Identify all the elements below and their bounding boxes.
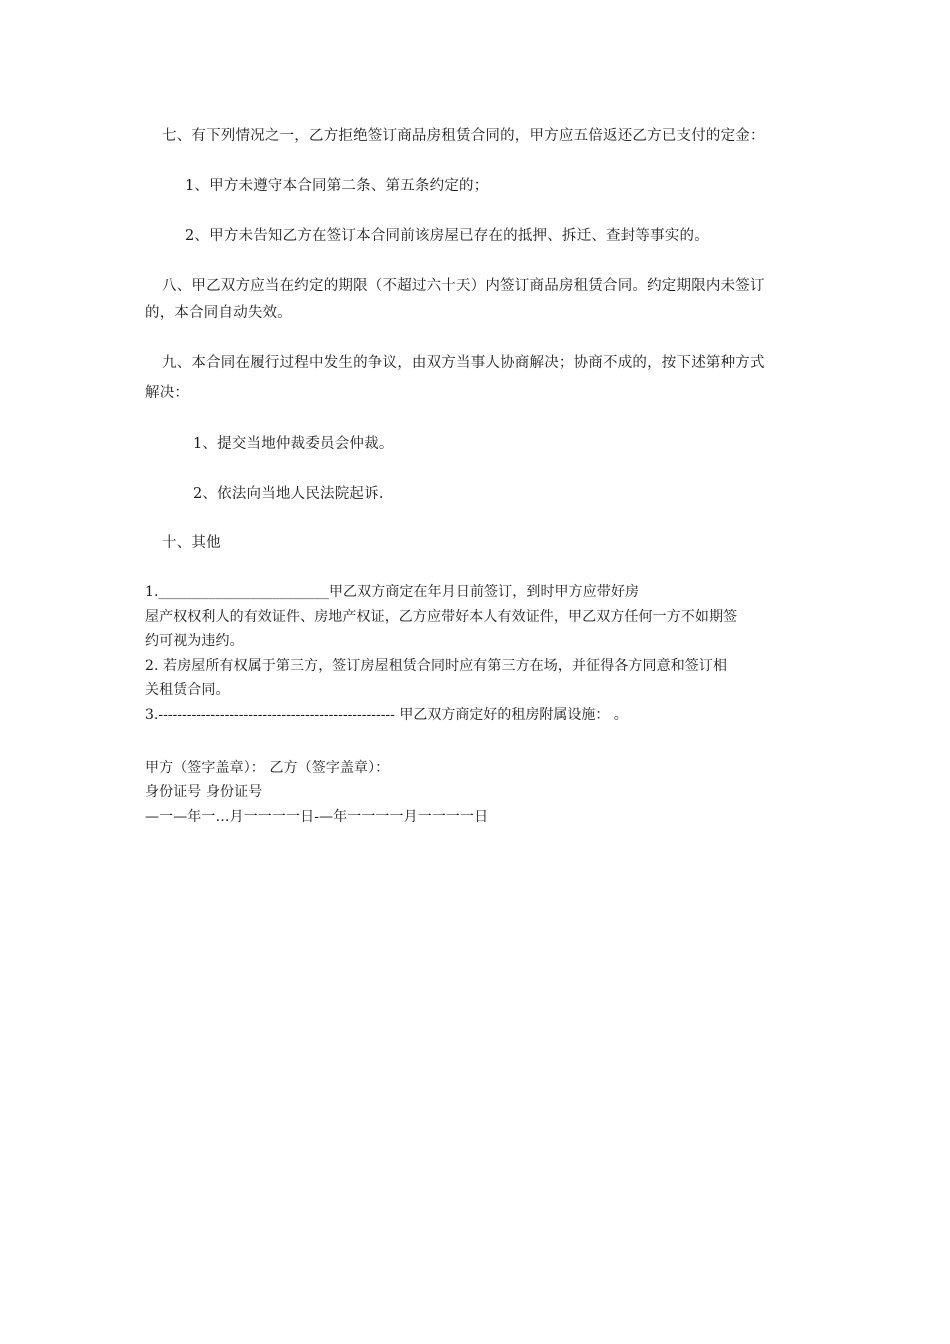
clause-9-line-1: 九、本合同在履行过程中发生的争议，由双方当事人协商解决；协商不成的，按下述第种方式: [162, 355, 765, 371]
clause-7-item-2: 2、甲方未告知乙方在签订本合同前该房屋已存在的抵押、拆迁、查封等事实的。: [185, 228, 709, 244]
clause-10-item-2-line-2: 关租赁合同。: [145, 682, 230, 698]
clause-9-item-1: 1、提交当地仲裁委员会仲裁。: [193, 436, 394, 452]
clause-10-item-1-line-3: 约可视为违约。: [145, 633, 244, 649]
clause-7-item-1: 1、甲方未遵守本合同第二条、第五条约定的；: [185, 178, 489, 194]
signature-id-numbers: 身份证号 身份证号: [145, 784, 263, 800]
clause-8-line-2: 的，本合同自动失效。: [145, 305, 292, 321]
clause-8-line-1: 八、甲乙双方应当在约定的期限（不超过六十天）内签订商品房租赁合同。约定期限内未签订: [162, 278, 765, 294]
clause-10-item-2-line-1: 2. 若房屋所有权属于第三方，签订房屋租赁合同时应有第三方在场，并征得各方同意和签订相: [145, 658, 728, 674]
clause-9-item-2: 2、依法向当地人民法院起诉.: [193, 486, 384, 502]
clause-10-item-3: 3.-------------------------------------------------- 甲乙双方商定好的租房附属设施： 。: [145, 707, 628, 723]
clause-10-heading: 十、其他: [162, 535, 221, 551]
signature-dates: —一—年一…月一一一一日-—年一一一一月一一一一日: [145, 809, 489, 825]
signature-parties: 甲方（签字盖章）： 乙方（签字盖章）：: [145, 760, 390, 776]
clause-10-item-1-line-2: 屋产权权利人的有效证件、房地产权证，乙方应带好本人有效证件，甲乙双方任何一方不如期签: [145, 609, 738, 625]
clause-7-heading: 七、有下列情况之一，乙方拒绝签订商品房租赁合同的，甲方应五倍返还乙方已支付的定金：: [162, 128, 765, 144]
clause-10-item-1-line-1: 1.________________________甲乙双方商定在年月日前签订，到时甲方应带好房: [145, 584, 640, 600]
clause-9-line-2: 解决：: [145, 385, 190, 401]
